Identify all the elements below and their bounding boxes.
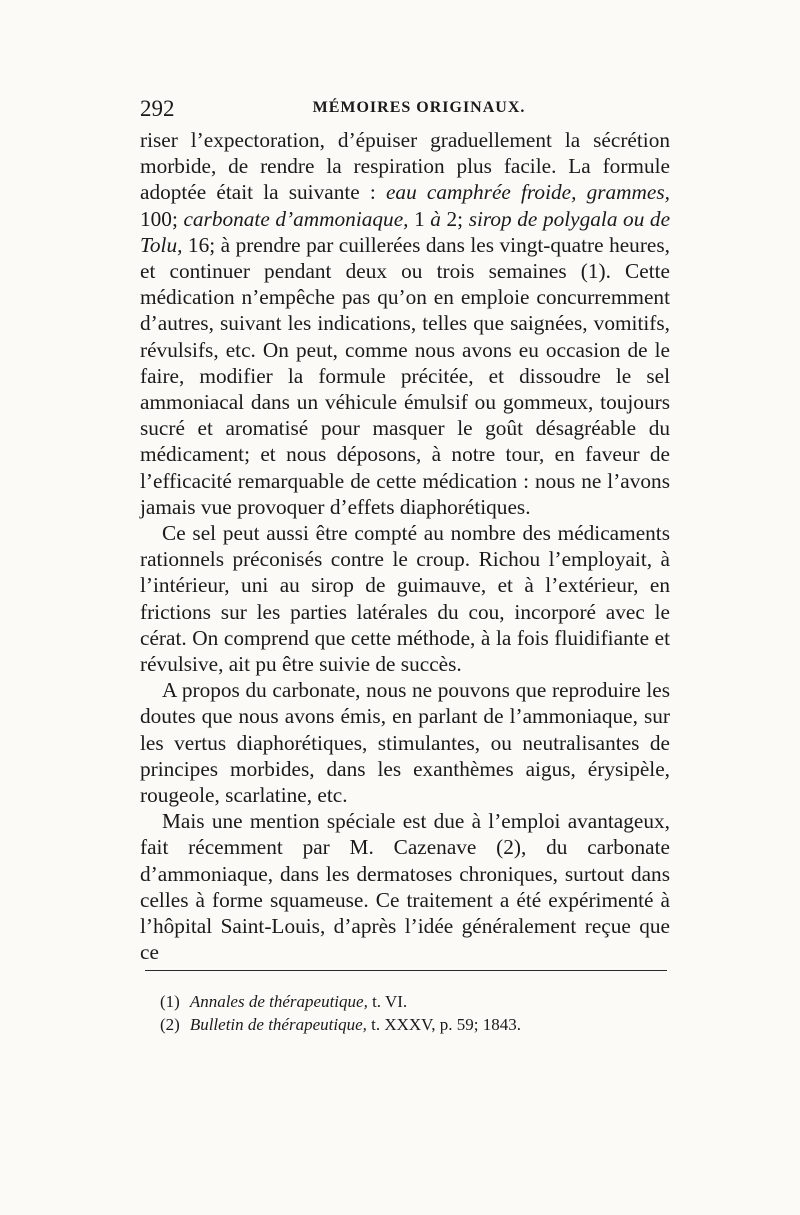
text-run: 100; [140, 206, 184, 231]
text-run: A propos du carbonate, nous ne pouvons que reproduire les doutes que nous avons émis, en parlant de l’ammoniaque, sur les vertus diaphorétiques, stimulantes, ou neutralisantes de principes morbides, dans les exanthèmes aigus, érysipèle, rougeole, scarlatine, etc. [140, 678, 670, 808]
footnote [160, 1013, 660, 1036]
italic-text: carbonate d’ammoniaque, [183, 206, 409, 231]
text-run: t. VI. [367, 992, 408, 1011]
body-text [140, 127, 670, 966]
text-run: riser l’expectoration, d’épuiser graduellement la sécrétion morbide, de rendre la respiration plus facile. La formule adoptée était la suivante : [140, 128, 670, 205]
text-run: Ce sel peut aussi être compté au nombre des médicaments rationnels préconisés contre le croup. Richou l’employait, à l’intérieur, uni au sirop de guimauve, et à l’extérieur, en frictions sur les parties latérales du cou, incorporé avec le cérat. On comprend que cette méthode, à la fois fluidifiante et révulsive, ait pu être suivie de succès. [140, 521, 670, 677]
text-run: t. XXXV, p. 59; 1843. [366, 1015, 521, 1034]
paragraph [140, 520, 670, 677]
italic-text: Bulletin de thérapeutique, [189, 1015, 367, 1034]
running-head: MÉMOIRES ORIGINAUX. [312, 99, 526, 116]
text-run: 16; à prendre par cuillerées dans les vingt-quatre heures, et continuer pendant deux ou trois semaines (1). Cette médication n’empêche pas qu’on en emploie concurremment d’autres, suivant les indications, telles que saignées, vomitifs, révulsifs, etc. On peut, comme nous avons eu occasion de le faire, modifier la formule précitée, et dissoudre le sel ammoniacal dans un véhicule émulsif ou gommeux, toujours sucré et aromatisé pour masquer le goût désagréable du médicament; et nous déposons, à notre tour, en faveur de l’efficacité remarquable de cette médication : nous ne l’avons jamais vue provoquer d’effets diaphorétiques. [140, 232, 670, 519]
footnote [160, 990, 660, 1013]
page-header [140, 96, 670, 126]
text-run: 2; [440, 206, 469, 231]
text-run: 1 [408, 206, 431, 231]
footnote-rule [145, 970, 667, 971]
italic-text: eau camphrée froide, grammes, [385, 180, 670, 205]
italic-text: à [430, 206, 441, 231]
text-run: Mais une mention spéciale est due à l’emploi avantageux, fait récemment par M. Cazenave (2), du carbonate d’ammoniaque, dans les dermatoses chroniques, surtout dans celles à forme squameuse. Ce traitement a été expérimenté à l’hôpital Saint-Louis, d’après l’idée généralement reçue que ce [140, 809, 670, 965]
footnotes [160, 990, 660, 1036]
paragraph [140, 677, 670, 808]
italic-text: sirop de polygala ou de Tolu, [140, 206, 671, 257]
italic-text: Annales de thérapeutique, [189, 992, 368, 1011]
paragraph [140, 808, 670, 965]
footnote-number: (1) [160, 992, 180, 1011]
paragraph [140, 127, 670, 520]
footnote-number: (2) [160, 1015, 180, 1034]
page-number: 292 [140, 96, 175, 121]
